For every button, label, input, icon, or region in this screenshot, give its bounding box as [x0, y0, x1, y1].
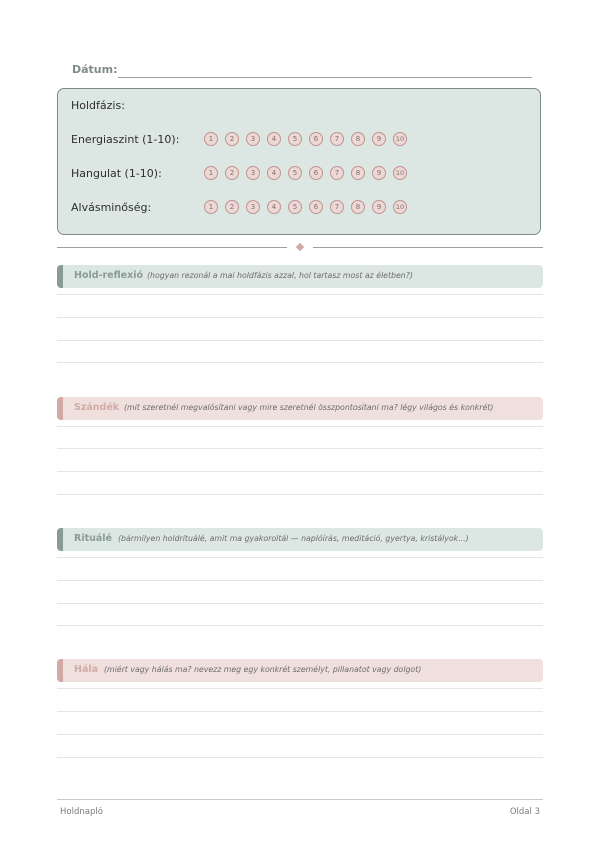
rating-circle-2[interactable]: 2	[225, 166, 239, 180]
writing-line[interactable]	[57, 757, 543, 758]
section-accent-bar	[57, 528, 63, 551]
rating-circle-7[interactable]: 7	[330, 132, 344, 146]
rating-circle-1[interactable]: 1	[204, 166, 218, 180]
writing-line[interactable]	[57, 294, 543, 295]
rating-circle-8[interactable]: 8	[351, 200, 365, 214]
writing-line[interactable]	[57, 603, 543, 604]
rating-circle-3[interactable]: 3	[246, 166, 260, 180]
section-header-ritual	[57, 528, 543, 551]
mood-scale	[204, 166, 407, 180]
writing-line[interactable]	[57, 625, 543, 626]
rating-circle-3[interactable]: 3	[246, 200, 260, 214]
date-label: Dátum:	[72, 63, 118, 76]
energy-scale	[204, 132, 407, 146]
rating-circle-9[interactable]: 9	[372, 132, 386, 146]
mood-label: Hangulat (1-10):	[71, 167, 162, 180]
rating-circle-9[interactable]: 9	[372, 166, 386, 180]
section-header-gratitude	[57, 659, 543, 682]
section-accent-bar	[57, 397, 63, 420]
writing-line[interactable]	[57, 557, 543, 558]
rating-circle-6[interactable]: 6	[309, 200, 323, 214]
rating-circle-9[interactable]: 9	[372, 200, 386, 214]
section-title: Hála	[74, 664, 99, 675]
writing-line[interactable]	[57, 448, 543, 449]
writing-line[interactable]	[57, 362, 543, 363]
section-header-reflection	[57, 265, 543, 288]
rating-circle-4[interactable]: 4	[267, 132, 281, 146]
section-header-intention	[57, 397, 543, 420]
section-title: Hold-reflexió	[74, 270, 144, 281]
sleep-quality-scale	[204, 200, 407, 214]
writing-line[interactable]	[57, 471, 543, 472]
section-hint: (hogyan rezonál a mai holdfázis azzal, hol tartasz most az életben?)	[147, 271, 413, 280]
date-row	[72, 62, 532, 80]
rating-circle-5[interactable]: 5	[288, 166, 302, 180]
rating-circle-7[interactable]: 7	[330, 200, 344, 214]
rating-circle-8[interactable]: 8	[351, 166, 365, 180]
writing-line[interactable]	[57, 426, 543, 427]
energy-label: Energiaszint (1-10):	[71, 133, 180, 146]
section-title: Rituálé	[74, 533, 112, 544]
rating-circle-1[interactable]: 1	[204, 132, 218, 146]
rating-circle-5[interactable]: 5	[288, 200, 302, 214]
writing-line[interactable]	[57, 734, 543, 735]
section-accent-bar	[57, 659, 63, 682]
writing-line[interactable]	[57, 580, 543, 581]
rating-circle-8[interactable]: 8	[351, 132, 365, 146]
rating-circle-10[interactable]: 10	[393, 132, 407, 146]
rating-circle-6[interactable]: 6	[309, 166, 323, 180]
writing-line[interactable]	[57, 711, 543, 712]
rating-circle-3[interactable]: 3	[246, 132, 260, 146]
rating-circle-10[interactable]: 10	[393, 200, 407, 214]
footer-rule	[57, 799, 543, 800]
daily-tracker-box	[57, 88, 541, 235]
diamond-ornament	[296, 243, 304, 251]
rating-circle-4[interactable]: 4	[267, 200, 281, 214]
footer-journal-name: Holdnapló	[60, 807, 103, 817]
rating-circle-2[interactable]: 2	[225, 200, 239, 214]
footer-page-number: Oldal 3	[509, 807, 540, 817]
section-hint: (bármilyen holdrituálé, amit ma gyakoroltál — naplóírás, meditáció, gyertya, kristályok...)	[118, 534, 469, 543]
writing-line[interactable]	[57, 317, 543, 318]
rating-circle-1[interactable]: 1	[204, 200, 218, 214]
writing-line[interactable]	[57, 340, 543, 341]
section-hint: (mit szeretnél megvalósítani vagy mire szeretnél összpontosítani ma? légy világos és konkrét)	[124, 403, 494, 412]
rating-circle-10[interactable]: 10	[393, 166, 407, 180]
divider-left	[57, 247, 287, 248]
moon-phase-label: Holdfázis:	[71, 99, 125, 112]
divider-right	[313, 247, 543, 248]
rating-circle-4[interactable]: 4	[267, 166, 281, 180]
writing-line[interactable]	[57, 494, 543, 495]
rating-circle-7[interactable]: 7	[330, 166, 344, 180]
section-hint: (miért vagy hálás ma? nevezz meg egy konkrét személyt, pillanatot vagy dolgot)	[104, 665, 422, 674]
date-input-line[interactable]	[118, 77, 532, 78]
section-title: Szándék	[74, 402, 120, 413]
sleep-quality-label: Alvásminőség:	[71, 201, 152, 214]
section-accent-bar	[57, 265, 63, 288]
rating-circle-6[interactable]: 6	[309, 132, 323, 146]
rating-circle-2[interactable]: 2	[225, 132, 239, 146]
writing-line[interactable]	[57, 688, 543, 689]
rating-circle-5[interactable]: 5	[288, 132, 302, 146]
